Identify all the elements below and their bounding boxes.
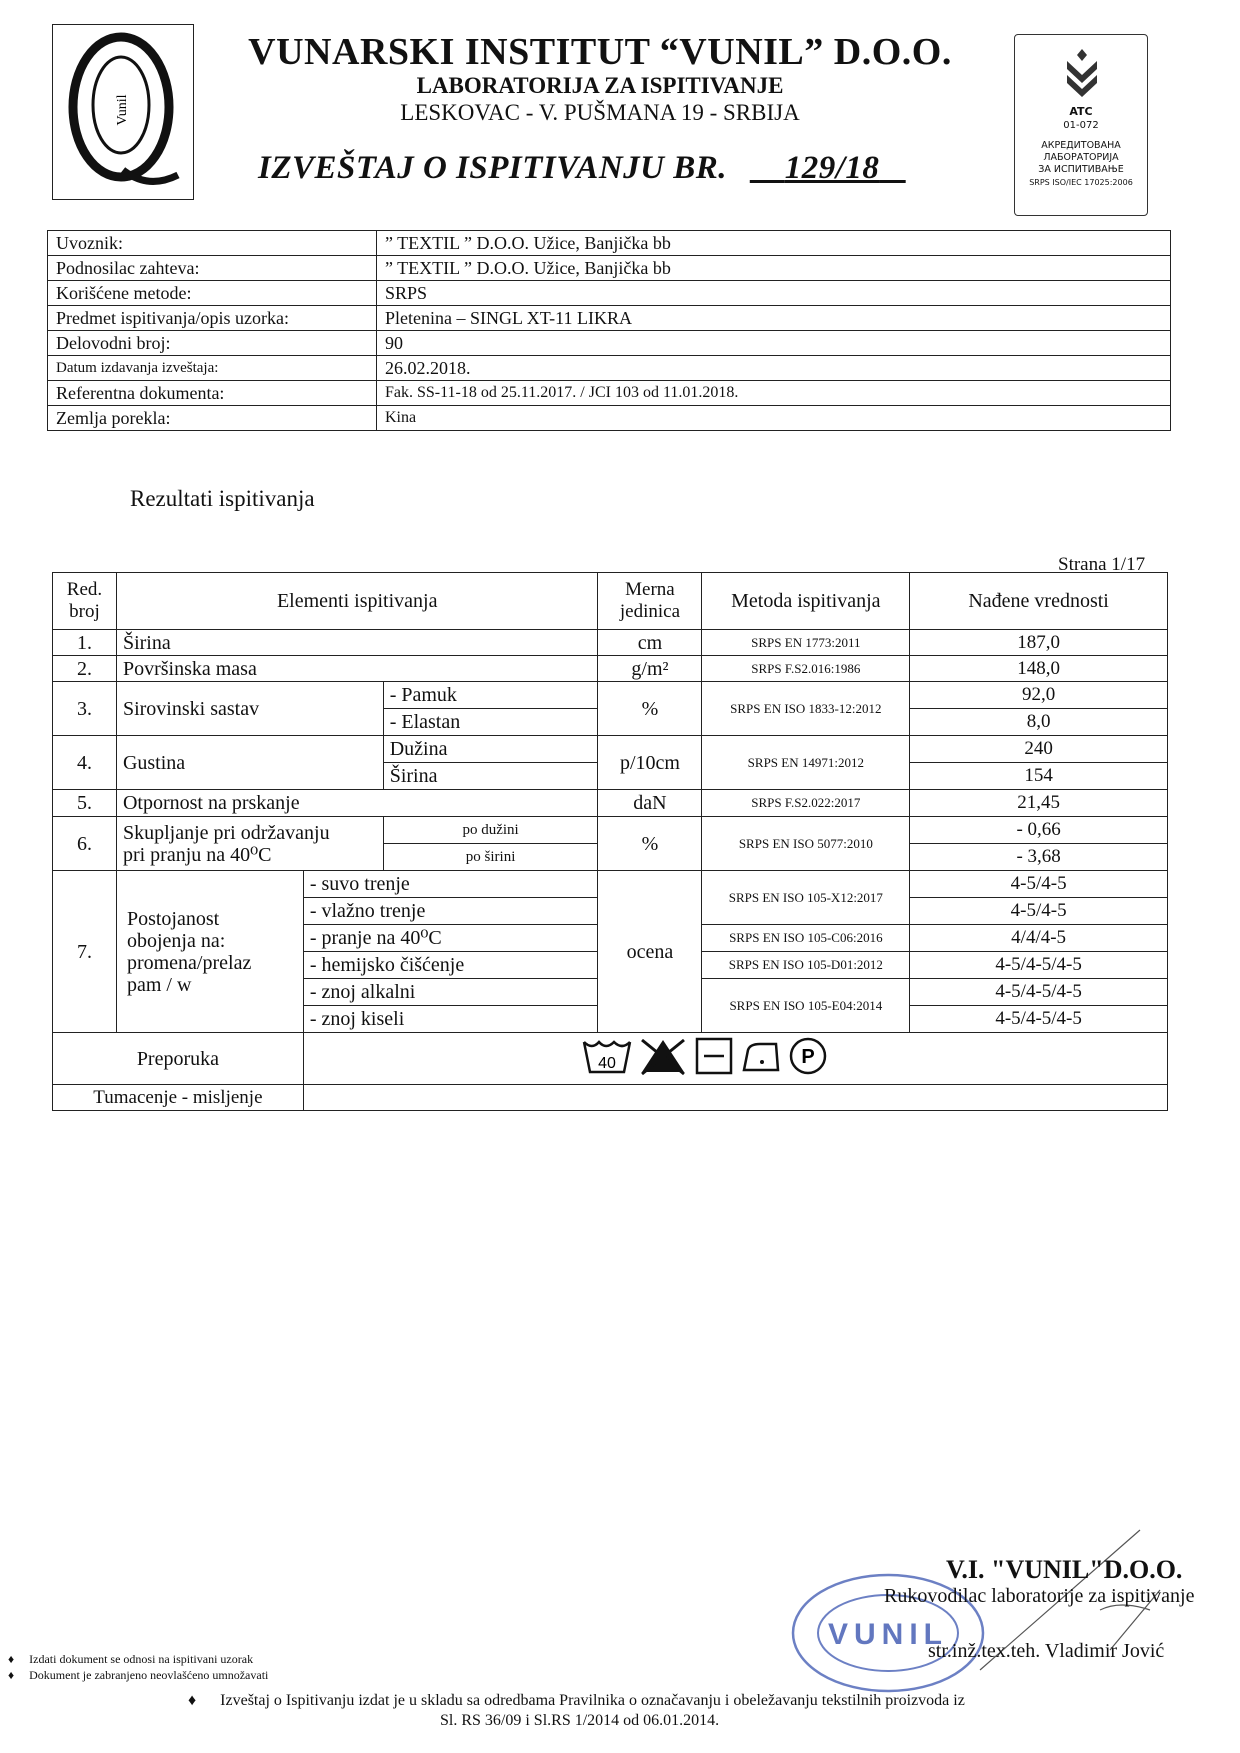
dry-clean-p-icon bbox=[788, 1036, 828, 1076]
logo-text: Vunil bbox=[115, 94, 130, 126]
row-element-line2: obojenja na: bbox=[126, 929, 226, 952]
row-value: 21,45 bbox=[910, 790, 1168, 817]
row-subelement: - pranje na 40⁰C bbox=[303, 925, 598, 952]
row-value: 92,0 bbox=[910, 682, 1168, 709]
info-label: Datum izdavanja izveštaja: bbox=[48, 356, 377, 381]
row-number: 7. bbox=[53, 871, 117, 1033]
info-label: Korišćene metode: bbox=[48, 281, 377, 306]
iron-low-icon bbox=[740, 1036, 782, 1076]
info-value: Fak. SS-11-18 od 25.11.2017. / JCI 103 od 11.01.2018. bbox=[377, 381, 1171, 406]
row-unit: % bbox=[598, 682, 702, 736]
row-method: SRPS EN ISO 105-C06:2016 bbox=[702, 925, 910, 952]
footer-bullet-1: ♦ Izdati dokument se odnosi na ispitivani uzorak bbox=[8, 1652, 254, 1666]
tumacenje-row bbox=[53, 1085, 1168, 1111]
institute-logo bbox=[52, 24, 194, 200]
table-row bbox=[53, 871, 1168, 898]
row-value: 4-5/4-5/4-5 bbox=[910, 952, 1168, 979]
row-element: Gustina bbox=[116, 736, 383, 790]
row-value: 4-5/4-5 bbox=[910, 871, 1168, 898]
info-row bbox=[48, 381, 1171, 406]
row-value: 154 bbox=[910, 763, 1168, 790]
wash-temp: 40 bbox=[597, 1055, 616, 1072]
info-label: Zemlja porekla: bbox=[48, 406, 377, 431]
table-row bbox=[53, 736, 1168, 763]
table-row bbox=[53, 656, 1168, 682]
row-number: 5. bbox=[53, 790, 117, 817]
table-row bbox=[53, 817, 1168, 844]
table-row bbox=[53, 790, 1168, 817]
atc-chevron-icon bbox=[1062, 49, 1102, 99]
row-element-line4: pam / w bbox=[126, 973, 192, 996]
info-row bbox=[48, 406, 1171, 431]
info-row bbox=[48, 356, 1171, 381]
row-unit: % bbox=[598, 817, 702, 871]
info-label: Podnosilac zahteva: bbox=[48, 256, 377, 281]
row-subelement: - vlažno trenje bbox=[303, 898, 598, 925]
row-element bbox=[116, 871, 303, 1033]
info-value: ” TEXTIL ” D.O.O. Užice, Banjička bb bbox=[377, 256, 1171, 281]
care-symbols bbox=[303, 1033, 1167, 1085]
row-element: Sirovinski sastav bbox=[116, 682, 383, 736]
info-row bbox=[48, 281, 1171, 306]
results-header-row bbox=[53, 573, 1168, 630]
wash-40-icon bbox=[582, 1036, 632, 1076]
row-element: Otpornost na prskanje bbox=[116, 790, 598, 817]
row-subelement: - znoj kiseli bbox=[303, 1006, 598, 1033]
row-element-line1: Postojanost bbox=[126, 907, 220, 930]
atc-code: ATC bbox=[1069, 105, 1093, 118]
header-red-broj: Red. broj bbox=[53, 573, 117, 630]
row-subelement: - Elastan bbox=[383, 709, 598, 736]
signature-person: str.inž.tex.teh. Vladimir Jović bbox=[928, 1640, 1165, 1662]
signature-role: Rukovodilac laboratorije za ispitivanje bbox=[884, 1585, 1195, 1607]
row-subelement: po širini bbox=[383, 844, 598, 871]
atc-standard: SRPS ISO/IEC 17025:2006 bbox=[1029, 178, 1133, 187]
no-bleach-icon bbox=[638, 1036, 688, 1076]
accreditation-badge bbox=[1014, 34, 1148, 216]
row-value: 4-5/4-5/4-5 bbox=[910, 1006, 1168, 1033]
report-number: 129/18 bbox=[784, 150, 880, 186]
info-value: Pletenina – SINGL XT-11 LIKRA bbox=[377, 306, 1171, 331]
info-label: Predmet ispitivanja/opis uzorka: bbox=[48, 306, 377, 331]
info-row bbox=[48, 231, 1171, 256]
info-label: Delovodni broj: bbox=[48, 331, 377, 356]
row-number: 3. bbox=[53, 682, 117, 736]
dry-clean-letter: P bbox=[801, 1046, 815, 1068]
preporuka-row bbox=[53, 1033, 1168, 1085]
signature-company: V.I. "VUNIL"D.O.O. bbox=[946, 1555, 1183, 1584]
footer-note-1: Izdati dokument se odnosi na ispitivani uzorak bbox=[29, 1652, 254, 1666]
laboratory-name: LABORATORIJA ZA ISPITIVANJE bbox=[416, 73, 784, 98]
row-unit: ocena bbox=[598, 871, 702, 1033]
atc-line3: ЗА ИСПИТИВАЊЕ bbox=[1038, 164, 1124, 175]
results-section-title: Rezultati ispitivanja bbox=[130, 486, 315, 511]
row-value: 148,0 bbox=[910, 656, 1168, 682]
row-value: - 3,68 bbox=[910, 844, 1168, 871]
info-row bbox=[48, 331, 1171, 356]
table-row bbox=[53, 682, 1168, 709]
info-label: Uvoznik: bbox=[48, 231, 377, 256]
row-unit: cm bbox=[598, 630, 702, 656]
page-number: Strana 1/17 bbox=[1058, 554, 1146, 575]
info-value: 90 bbox=[377, 331, 1171, 356]
row-value: 187,0 bbox=[910, 630, 1168, 656]
info-value: SRPS bbox=[377, 281, 1171, 306]
table-row bbox=[53, 630, 1168, 656]
row-element-line3: promena/prelaz bbox=[126, 951, 252, 974]
footer-bullet-3: ♦ Izveštaj o Ispitivanju izdat je u skladu sa odredbama Pravilnika o označavanju i obeležavanju tekstilnih proizvoda iz bbox=[188, 1692, 965, 1709]
row-method: SRPS EN 1773:2011 bbox=[702, 630, 910, 656]
row-value: 8,0 bbox=[910, 709, 1168, 736]
report-info-table bbox=[47, 230, 1171, 431]
row-method: SRPS EN ISO 105-D01:2012 bbox=[702, 952, 910, 979]
footer-note-2: Dokument je zabranjeno neovlašćeno umnožavati bbox=[29, 1668, 269, 1682]
atc-line2: ЛАБОРАТОРИЈА bbox=[1043, 152, 1119, 163]
row-unit: g/m² bbox=[598, 656, 702, 682]
row-unit: p/10cm bbox=[598, 736, 702, 790]
institute-name: VUNARSKI INSTITUT “VUNIL” D.O.O. bbox=[248, 31, 952, 73]
info-value: ” TEXTIL ” D.O.O. Užice, Banjička bb bbox=[377, 231, 1171, 256]
row-element bbox=[116, 817, 383, 871]
row-unit: daN bbox=[598, 790, 702, 817]
row-method: SRPS F.S2.016:1986 bbox=[702, 656, 910, 682]
row-subelement: - znoj alkalni bbox=[303, 979, 598, 1006]
info-value: Kina bbox=[377, 406, 1171, 431]
tumacenje-label: Tumacenje - misljenje bbox=[53, 1085, 304, 1111]
row-value: 4-5/4-5/4-5 bbox=[910, 979, 1168, 1006]
row-value: 4/4/4-5 bbox=[910, 925, 1168, 952]
footer-note-3: Izveštaj o Ispitivanju izdat je u skladu sa odredbama Pravilnika o označavanju i obeležavanju tekstilnih proizvoda iz bbox=[220, 1692, 965, 1709]
row-number: 2. bbox=[53, 656, 117, 682]
row-method: SRPS EN ISO 105-E04:2014 bbox=[702, 979, 910, 1033]
footer-bullet-2: ♦ Dokument je zabranjeno neovlašćeno umnožavati bbox=[8, 1668, 269, 1682]
row-method: SRPS EN 14971:2012 bbox=[702, 736, 910, 790]
row-value: 240 bbox=[910, 736, 1168, 763]
report-title bbox=[258, 150, 906, 187]
header-vrednosti: Nađene vrednosti bbox=[910, 573, 1168, 630]
row-subelement: Širina bbox=[383, 763, 598, 790]
info-label: Referentna dokumenta: bbox=[48, 381, 377, 406]
row-element: Površinska masa bbox=[116, 656, 598, 682]
atc-number: 01-072 bbox=[1063, 120, 1099, 131]
row-value: 4-5/4-5 bbox=[910, 898, 1168, 925]
info-row bbox=[48, 306, 1171, 331]
header-metoda: Metoda ispitivanja bbox=[702, 573, 910, 630]
row-number: 1. bbox=[53, 630, 117, 656]
institute-address: LESKOVAC - V. PUŠMANA 19 - SRBIJA bbox=[400, 100, 800, 125]
footer-note-4: Sl. RS 36/09 i Sl.RS 1/2014 od 06.01.2014. bbox=[440, 1712, 720, 1729]
vunil-q-logo-icon bbox=[53, 25, 193, 199]
row-method: SRPS EN ISO 1833-12:2012 bbox=[702, 682, 910, 736]
atc-line1: АКРЕДИТОВАНА bbox=[1041, 140, 1121, 151]
row-method: SRPS EN ISO 105-X12:2017 bbox=[702, 871, 910, 925]
row-method: SRPS EN ISO 5077:2010 bbox=[702, 817, 910, 871]
tumacenje-value bbox=[303, 1085, 1167, 1111]
header-elementi: Elementi ispitivanja bbox=[116, 573, 598, 630]
row-subelement: Dužina bbox=[383, 736, 598, 763]
header-jedinica: Merna jedinica bbox=[598, 573, 702, 630]
row-method: SRPS F.S2.022:2017 bbox=[702, 790, 910, 817]
report-title-text: IZVEŠTAJ O ISPITIVANJU BR. bbox=[258, 150, 728, 186]
row-subelement: - suvo trenje bbox=[303, 871, 598, 898]
results-table bbox=[52, 572, 1168, 1111]
row-subelement: - Pamuk bbox=[383, 682, 598, 709]
row-subelement: po dužini bbox=[383, 817, 598, 844]
row-element: Širina bbox=[116, 630, 598, 656]
info-row bbox=[48, 256, 1171, 281]
preporuka-label: Preporuka bbox=[53, 1033, 304, 1085]
stamp-text: VUNIL bbox=[828, 1618, 948, 1651]
row-subelement: - hemijsko čišćenje bbox=[303, 952, 598, 979]
row-value: - 0,66 bbox=[910, 817, 1168, 844]
dry-flat-icon bbox=[694, 1036, 734, 1076]
row-element-line2: pri pranju na 40⁰C bbox=[122, 843, 272, 866]
info-value: 26.02.2018. bbox=[377, 356, 1171, 381]
row-number: 4. bbox=[53, 736, 117, 790]
row-element-line1: Skupljanje pri održavanju bbox=[122, 821, 330, 844]
row-number: 6. bbox=[53, 817, 117, 871]
